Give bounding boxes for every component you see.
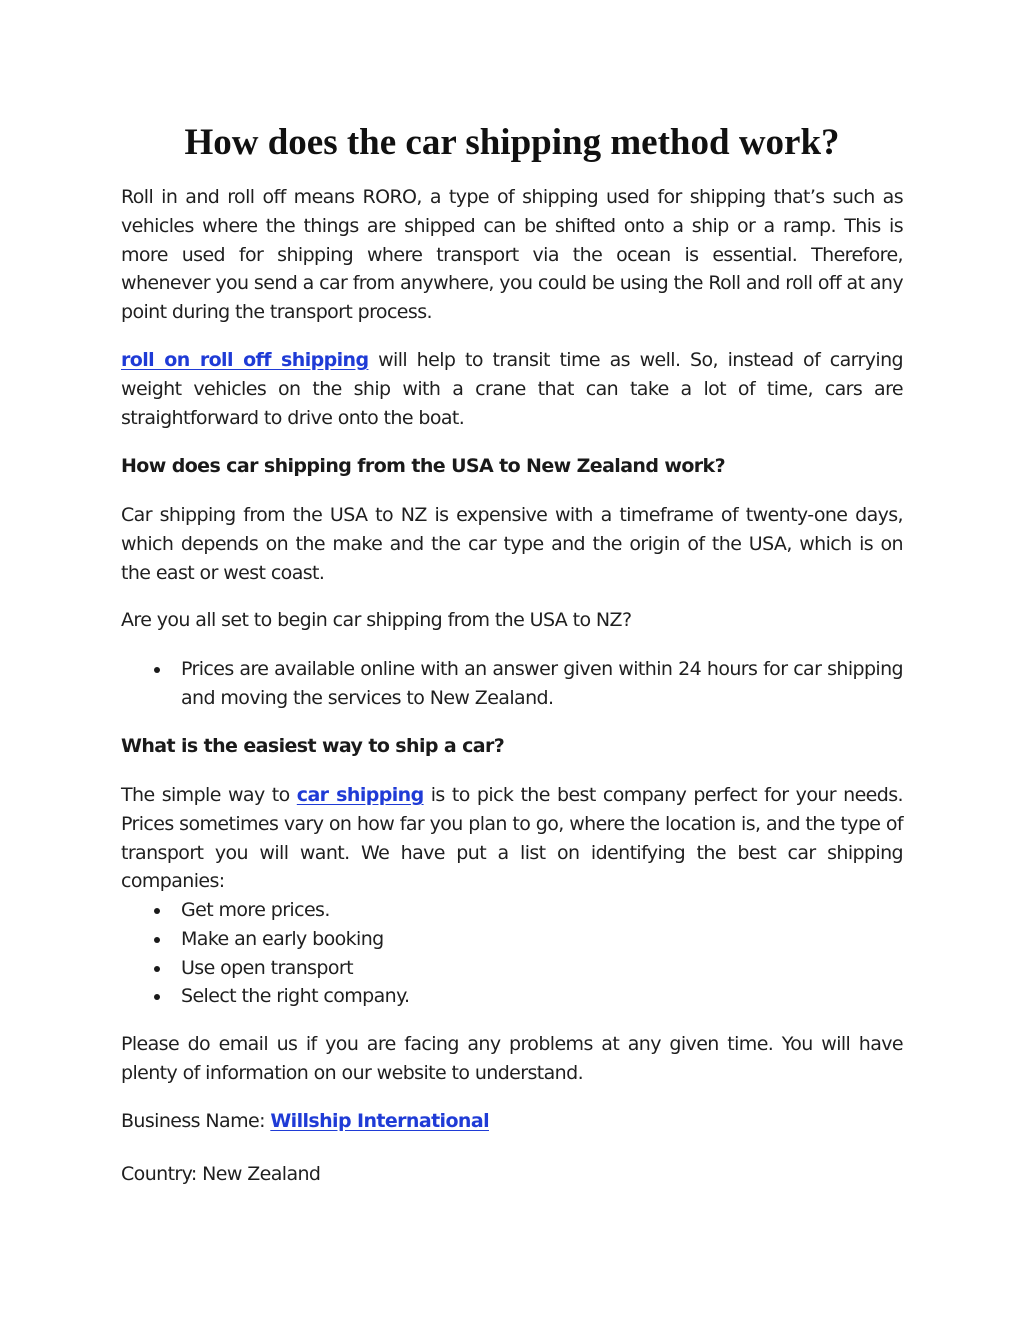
bullet-icon [154,908,160,914]
bullet-list-tips [121,896,903,1011]
page-title: How does the car shipping method work? [184,122,840,163]
heading-usa-to-nz: How does car shipping from the USA to New Zealand work? [121,455,726,477]
business-name-line [121,1107,903,1136]
bullet-icon [154,667,160,673]
paragraph-simple-way [121,781,903,896]
paragraph-simple-way-before: The simple way to [121,784,297,806]
list-item-text: Select the right company. [181,985,410,1008]
list-item-text: Make an early booking [181,927,384,950]
roll-on-roll-off-shipping-link[interactable]: roll on roll off shipping [121,349,369,371]
paragraph-simple-way-after: is to pick the best company perfect for your needs. Prices sometimes vary on how far you plan to go, where the location is, and the type of transport you will want. We have put a list on identifying the best car shipping companies: [121,784,903,893]
list-item-text: Use open transport [181,956,353,979]
paragraph-roro-benefits-text: will help to transit time as well. So, instead of carrying weight vehicles on the ship with a crane that can take a lot of time, cars are straightforward to drive onto the boat. [121,349,903,429]
paragraph-roro-intro: Roll in and roll off means RORO, a type of shipping used for shipping that’s such as vehicles where the things are shipped can be shifted onto a ship or a ramp. This is more used for shipping where transport via the ocean is essential. Therefore, whenever you send a car from anywhere, you could be using the Roll and roll off at any point during the transport process. [121,186,903,324]
paragraph-usa-to-nz-details: Car shipping from the USA to NZ is expensive with a timeframe of twenty-one days, which depends on the make and the car type and the origin of the USA, which is on the east or west coast. [121,504,903,584]
list-item-text: Get more prices. [181,899,330,921]
car-shipping-link[interactable]: car shipping [296,784,424,806]
bullet-list-prices [121,655,903,713]
country-line: Country: New Zealand [121,1163,321,1185]
willship-international-link[interactable]: Willship International [270,1110,489,1132]
bullet-icon [154,994,160,1000]
list-item [121,896,903,925]
list-item-text: Prices are available online with an answer given within 24 hours for car shipping and moving the services to New Zealand. [181,658,903,709]
bullet-icon [154,966,160,972]
paragraph-ready-question: Are you all set to begin car shipping from the USA to NZ? [121,609,632,631]
list-item [121,982,903,1011]
heading-easiest-way: What is the easiest way to ship a car? [121,735,505,757]
bullet-icon [154,937,160,943]
business-name-label: Business Name: [121,1110,271,1132]
list-item [121,655,903,713]
paragraph-contact: Please do email us if you are facing any problems at any given time. You will have plenty of information on our website to understand. [121,1033,903,1084]
list-item [121,954,903,983]
paragraph-roro-benefits [121,346,903,432]
list-item [121,925,903,954]
